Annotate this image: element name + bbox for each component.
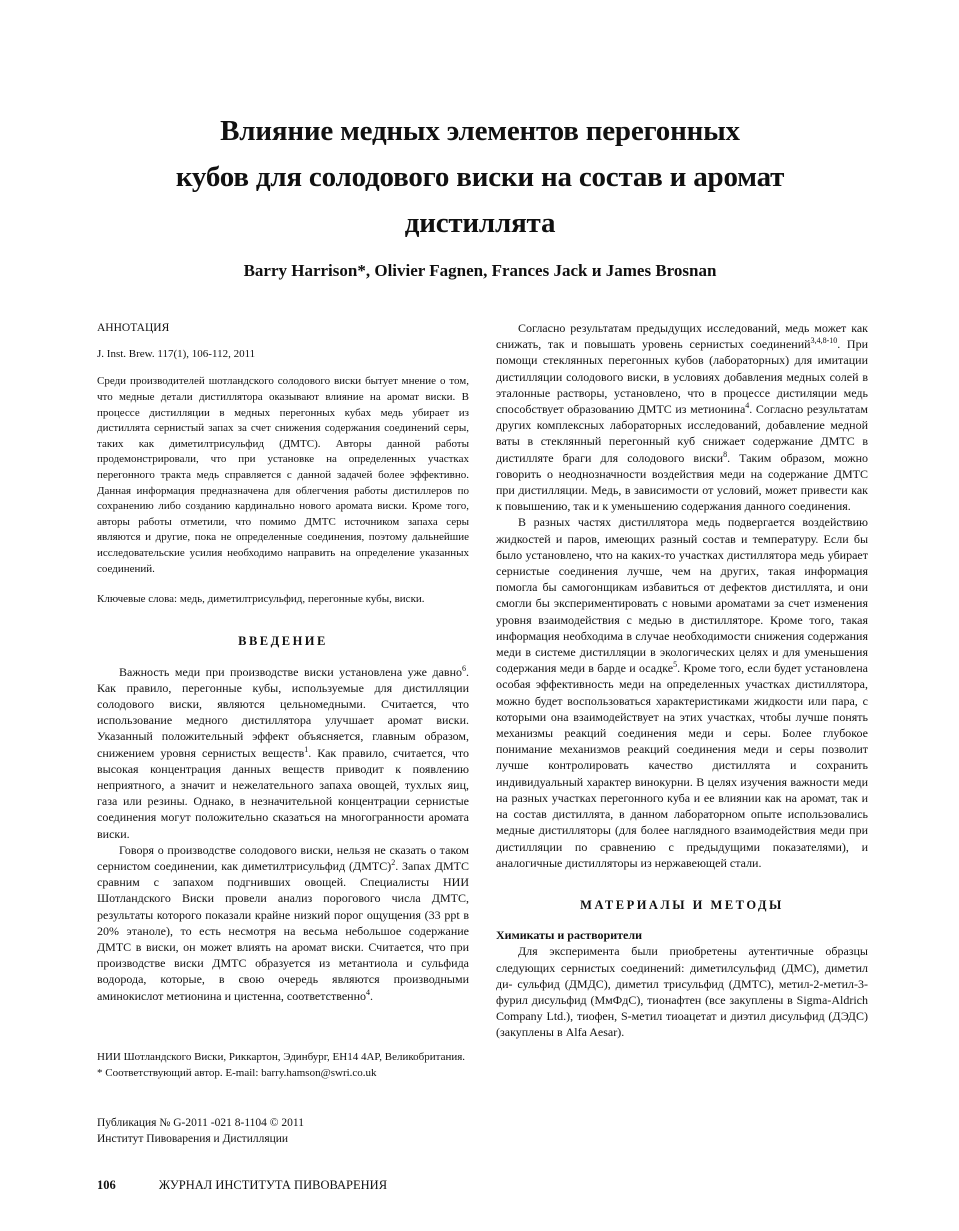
chemicals-paragraph: Для эксперимента были приобретены аутентичные образцы следующих сернистых соединений: диметилсульфид (ДМС), диметил ди- сульфид (ДМДС), диметил трисульфид (ДМТС), метил-2-метил-3-фурил дисульфид (МмФдС), тионафтен (все закуплены в Sigma-Aldrich Company Ltd.), тиофен, S-метил тиоацетат и диэтил дисульфид (ДЭДС) (закуплены в Alfa Aesar).	[496, 944, 868, 1040]
abstract-heading: АННОТАЦИЯ	[97, 322, 170, 334]
journal-reference: J. Inst. Brew. 117(1), 106-112, 2011	[97, 348, 256, 361]
publication-number: Публикация № G-2011 -021 8-1104 © 2011	[97, 1117, 304, 1129]
left-column	[97, 320, 469, 1004]
page-number: 106	[97, 1178, 116, 1192]
affiliation-text: НИИ Шотландского Виски, Риккартон, Эдинбург, EH14 4AP, Великобритания.	[97, 1051, 466, 1063]
page-footer	[97, 1178, 387, 1193]
section-heading-methods: МАТЕРИАЛЫ И МЕТОДЫ	[580, 897, 784, 912]
title-line-1: Влияние медных элементов перегонных	[220, 115, 740, 147]
body-paragraph-2: В разных частях дистиллятора медь подвергается воздействию жидкостей и паров, имеющих разный состав и температуру. Если бы было установлено, что на каких-то участках дистиллятора медь убирает сернистые соединения лучше, чем на других, такая информация помогла бы самогонщикам избавиться от дефектов дистиллята, и они смогли бы экспериментировать с новыми ароматами за счет изменения уровня взаимодействия с медью в дистилляторе. Кроме того, такая информация необходима в случае необходимости снижения содержания меди в системе дистилляции в экологических целях и для уменьшения содержания меди в барде и осадке$^5$. Кроме того, если будет установлена особая эффективность меди на определенных участках дистиллятора, можно будет воспользоваться характеристиками жидкости или пара, с которыми она взаимодействует на этих участках, чтобы лучше понять механизмы реакций соединения меди и серы. Более глубокое понимание механизмов реакций соединения меди и серы позволит лучше контролировать качество дистиллята и сохранить индивидуальный характер винокурни. В целях изучения важности меди на разных участках перегонного куба и ее влиянии как на аромат, так и на состав дистиллята, в данном лабораторном опыте использовались медные дистилляторы (для более наглядного взаимодействия меди при дистилляции по сравнению с предыдущими показателями), и аналогичные дистилляторы из нержавеющей стали.	[496, 515, 868, 870]
body-paragraph-1: Согласно результатам предыдущих исследований, медь может как снижать, так и повышать уровень сернистых соединений$^{3,4,8-10}$. При помощи стеклянных перегонных кубов (лабораторных) для имитации дистилляции солодового виски, в условиях добавления медных солей в эталонные растворы, установлено, что в процессе дистиляции медь способствует образованию ДМТС из метионина$^4$. Согласно результатам других комплексных лабораторных исследований, добавление медной ваты в стеклянный перегонный куб снижает содержание ДМТС в дистилляте браги для солодового виски$^8$. Таким образом, можно говорить о неоднозначности воздействия меди на содержание ДМТС при дистилляции. Медь, в зависимости от условий, может привести как к повышению, так и к уменьшению содержания данного соединения.	[496, 321, 869, 514]
citation-ref: 4	[366, 987, 370, 997]
intro-paragraph-2: Говоря о производстве солодового виски, нельзя не сказать о таком сернистом соединении, как диметилтрисульфид (ДМТС)$^2$. Запах ДМТС сравним с запахом подгнивших овощей. Специалисты НИИ Шотландского Виски провели анализ порогового числа ДМТС, результаты которого показали крайне низкий порог ощущения (33 ppt в 20% этаноле), то есть несмотря на весьма небольшое содержание ДМТС в виски, он может влиять на аромат виски. Считается, что при производстве виски ДМТС образуется из метантиола и сульфида водорода, которые, в свою очередь являются производными аминокислот метионина и цистенна, соответственно$^4$.	[97, 842, 469, 1003]
abstract-text: Среди производителей шотландского солодового виски бытует мнение о том, что медные детали дистиллятора оказывают влияние на аромат виски. В процессе дистилляции в медных перегонных кубах медь убирает из дистиллята сернистый запах за счет снижения содержания соединений серы, таких как диметилтрисульфид (ДМТС). Авторы данной работы продемонстрировали, что при установке на определенных участках перегонного тракта медь справляется с данной задачей более эффективно. Данная информация предназначена для облегчения работы дистиллеров по сохранению либо созданию кардинально нового аромата виски. Кроме того, авторы работы отметили, что помимо ДМТС источником запаха серы являются и другие, пока не определенные соединения, поэтому дальнейшие исследовательские усилия необходимо направить на определение указанных соединений.	[97, 375, 469, 575]
citation-ref: 4	[745, 401, 750, 411]
keywords: Ключевые слова: медь, диметилтрисульфид, перегонные кубы, виски.	[97, 593, 425, 606]
subsection-heading-chemicals: Химикаты и растворители	[496, 928, 643, 943]
intro-paragraph-1: Важность меди при производстве виски установлена уже давно$^6$. Как правило, перегонные кубы, используемые для дистилляции солодового виски, являются цельномедными. Считается, что использование медного дистиллятора улучшает аромат виски. Указанный положительный эффект объясняется, главным образом, снижением уровня сернистых веществ$^1$. Как правило, считается, что высокая концентрация данных веществ приводит к появлению неприятного, а значит и нежелательного запаха овощей, тухлых яиц, газа или резины. Однако, в незначительной концентрации сернистые соединения могут положительно сказаться на многогранности аромата виски.	[97, 663, 469, 841]
title-line-2: кубов для солодового виски на состав и аромат	[175, 161, 785, 193]
affiliation-footnote	[97, 1050, 469, 1081]
corresponding-author: * Соответствующий автор. E-mail: barry.hamson@swri.co.uk	[97, 1066, 377, 1079]
citation-ref: 1	[304, 744, 309, 754]
publication-info	[97, 1116, 469, 1147]
citation-ref: 8	[723, 449, 728, 459]
citation-ref: 3,4,8-10	[810, 336, 838, 346]
article-title	[100, 108, 860, 246]
section-heading-introduction: ВВЕДЕНИЕ	[238, 634, 328, 649]
citation-ref: 5	[673, 660, 678, 670]
citation-ref: 2	[391, 857, 396, 867]
citation-ref: 6	[462, 663, 466, 673]
publisher-name: Институт Пивоварения и Дистилляции	[97, 1132, 289, 1145]
journal-name: ЖУРНАЛ ИНСТИТУТА ПИВОВАРЕНИЯ	[158, 1178, 388, 1192]
title-line-3: дистиллята	[404, 207, 556, 239]
author-list: Barry Harrison*, Olivier Fagnen, Frances Jack и James Brosnan	[243, 261, 717, 280]
right-column	[496, 320, 868, 1041]
